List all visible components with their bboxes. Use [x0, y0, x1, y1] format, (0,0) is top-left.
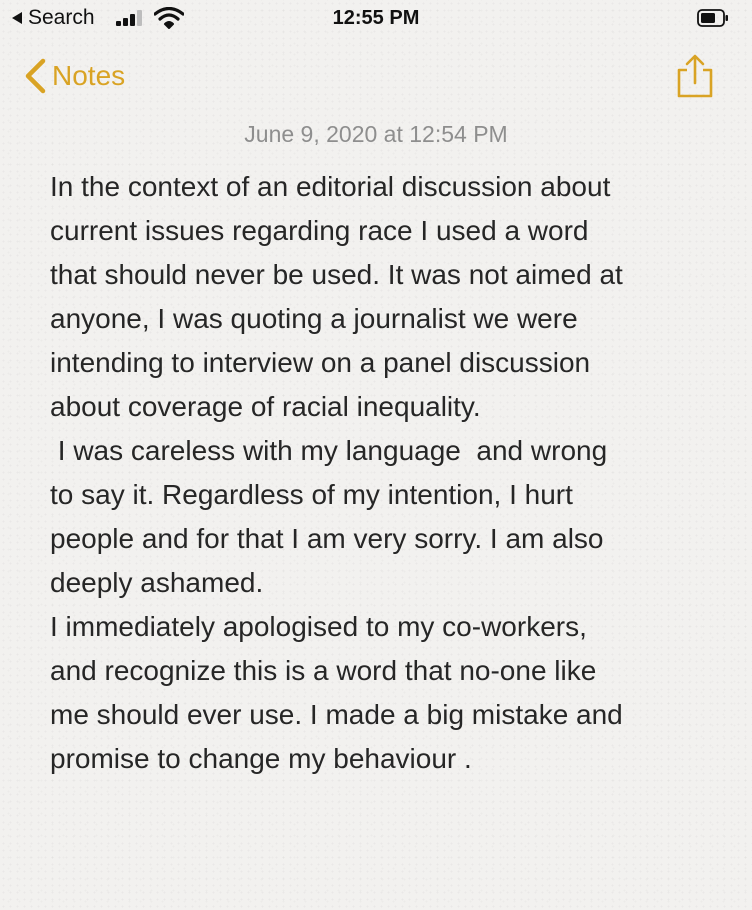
note-date: June 9, 2020 at 12:54 PM	[244, 121, 508, 147]
note-body[interactable]	[50, 165, 730, 781]
status-bar	[0, 0, 752, 40]
note-line: about coverage of racial inequality.	[50, 391, 481, 422]
battery-icon	[697, 9, 729, 27]
chevron-left-icon	[22, 56, 46, 96]
note-line: that should never be used. It was not aimed at	[50, 259, 623, 290]
note-line: I was careless with my language and wrong	[50, 435, 608, 466]
share-icon[interactable]	[674, 53, 716, 99]
note-line: deeply ashamed.	[50, 567, 264, 598]
note-line: I immediately apologised to my co-workers,	[50, 611, 587, 642]
notes-back-button[interactable]	[22, 56, 125, 96]
note-line: to say it. Regardless of my intention, I hurt	[50, 479, 573, 510]
note-line: anyone, I was quoting a journalist we were	[50, 303, 578, 334]
note-line: intending to interview on a panel discussion	[50, 347, 591, 378]
note-line: In the context of an editorial discussion about	[50, 171, 611, 202]
note-line: me should ever use. I made a big mistake and	[50, 699, 623, 730]
status-time: 12:55 PM	[332, 7, 420, 29]
note-line: and recognize this is a word that no-one like	[50, 655, 597, 686]
notes-back-label: Notes	[52, 60, 126, 91]
note-line: promise to change my behaviour .	[50, 743, 472, 774]
back-app-label: Search	[28, 6, 95, 29]
note-line: current issues regarding race I used a word	[50, 215, 589, 246]
note-line: people and for that I am very sorry. I am also	[50, 523, 604, 554]
